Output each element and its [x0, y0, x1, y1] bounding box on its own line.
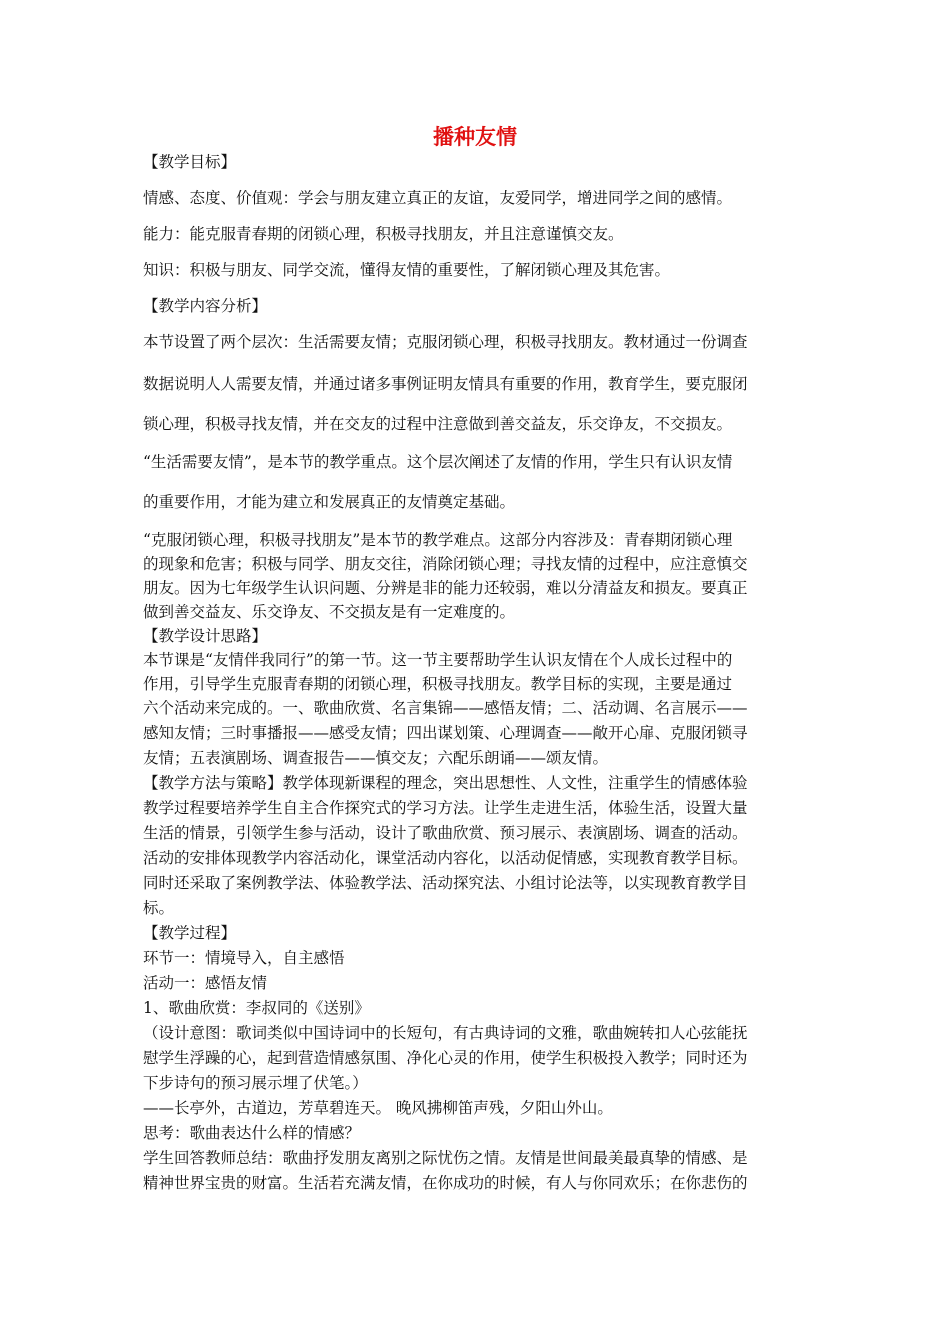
paragraph-line: 活动的安排体现教学内容活动化，课堂活动内容化，以活动促情感，实现教育教学目标。	[143, 849, 748, 867]
paragraph-line: 数据说明人人需要友情，并通过诸多事例证明友情具有重要的作用，教育学生，要克服闭	[143, 375, 748, 393]
section-heading-content-analysis: 【教学内容分析】	[143, 297, 268, 315]
section-heading-goals: 【教学目标】	[143, 153, 237, 171]
section-heading-design: 【教学设计思路】	[143, 627, 268, 645]
paragraph-line: 友情；五表演剧场、调查报告——慎交友；六配乐朗诵——颂友情。	[143, 749, 609, 767]
paragraph-line: 环节一：情境导入，自主感悟	[143, 949, 345, 967]
paragraph-line: 知识：积极与朋友、同学交流，懂得友情的重要性，了解闭锁心理及其危害。	[143, 261, 671, 279]
paragraph-line: 作用，引导学生克服青春期的闭锁心理，积极寻找朋友。教学目标的实现，主要是通过	[143, 675, 733, 693]
paragraph-line: 锁心理，积极寻找友情，并在交友的过程中注意做到善交益友，乐交诤友，不交损友。	[143, 415, 733, 433]
paragraph-line: 教学过程要培养学生自主合作探究式的学习方法。让学生走进生活，体验生活，设置大量	[143, 799, 748, 817]
document-title: 播种友情	[433, 125, 517, 149]
paragraph-line: 的重要作用，才能为建立和发展真正的友情奠定基础。	[143, 493, 516, 511]
paragraph-line: 朋友。因为七年级学生认识问题、分辨是非的能力还较弱，难以分清益友和损友。要真正	[143, 579, 748, 597]
paragraph-line: 活动一：感悟友情	[143, 974, 268, 992]
paragraph-line: 慰学生浮躁的心，起到营造情感氛围、净化心灵的作用，使学生积极投入教学；同时还为	[143, 1049, 748, 1067]
paragraph-line: （设计意图：歌词类似中国诗词中的长短句，有古典诗词的文雅，歌曲婉转扣人心弦能抚	[143, 1024, 748, 1042]
section-heading-process: 【教学过程】	[143, 924, 237, 942]
paragraph-line: 生活的情景，引领学生参与活动，设计了歌曲欣赏、预习展示、表演剧场、调查的活动。	[143, 824, 748, 842]
paragraph-line: 精神世界宝贵的财富。生活若充满友情，在你成功的时候，有人与你同欢乐；在你悲伤的	[143, 1174, 748, 1192]
paragraph-line: 思考：歌曲表达什么样的情感？	[143, 1124, 361, 1142]
section-heading-methods: 【教学方法与策略】教学体现新课程的理念，突出思想性、人文性，注重学生的情感体验	[143, 774, 748, 792]
paragraph-line: “生活需要友情”，是本节的教学重点。这个层次阐述了友情的作用，学生只有认识友情	[143, 453, 733, 471]
paragraph-line: 的现象和危害；积极与同学、朋友交往，消除闭锁心理；寻找友情的过程中，应注意慎交	[143, 555, 748, 573]
paragraph-line: 1、歌曲欣赏：李叔同的《送别》	[143, 999, 370, 1017]
paragraph-line: 六个活动来完成的。一、歌曲欣赏、名言集锦——感悟友情；二、活动调、名言展示——	[143, 699, 748, 717]
paragraph-line: 学生回答教师总结：歌曲抒发朋友离别之际忧伤之情。友情是世间最美最真挚的情感、是	[143, 1149, 748, 1167]
paragraph-line: 本节设置了两个层次：生活需要友情；克服闭锁心理，积极寻找朋友。教材通过一份调查	[143, 333, 748, 351]
paragraph-line: 感知友情；三时事播报——感受友情；四出谋划策、心理调查——敞开心扉、克服闭锁寻	[143, 724, 748, 742]
paragraph-line: 标。	[143, 899, 175, 917]
paragraph-line: 下步诗句的预习展示埋了伏笔。）	[143, 1074, 368, 1092]
paragraph-line: 本节课是“友情伴我同行”的第一节。这一节主要帮助学生认识友情在个人成长过程中的	[143, 651, 733, 669]
paragraph-line: ——长亭外，古道边，芳草碧连天。 晚风拂柳笛声残，夕阳山外山。	[143, 1099, 613, 1117]
paragraph-line: 能力：能克服青春期的闭锁心理，积极寻找朋友，并且注意谨慎交友。	[143, 225, 624, 243]
paragraph-line: 情感、态度、价值观：学会与朋友建立真正的友谊，友爱同学，增进同学之间的感情。	[143, 189, 733, 207]
paragraph-line: “克服闭锁心理，积极寻找朋友”是本节的教学难点。这部分内容涉及：青春期闭锁心理	[143, 531, 733, 549]
paragraph-line: 同时还采取了案例教学法、体验教学法、活动探究法、小组讨论法等，以实现教育教学目	[143, 874, 748, 892]
paragraph-line: 做到善交益友、乐交诤友、不交损友是有一定难度的。	[143, 603, 516, 621]
